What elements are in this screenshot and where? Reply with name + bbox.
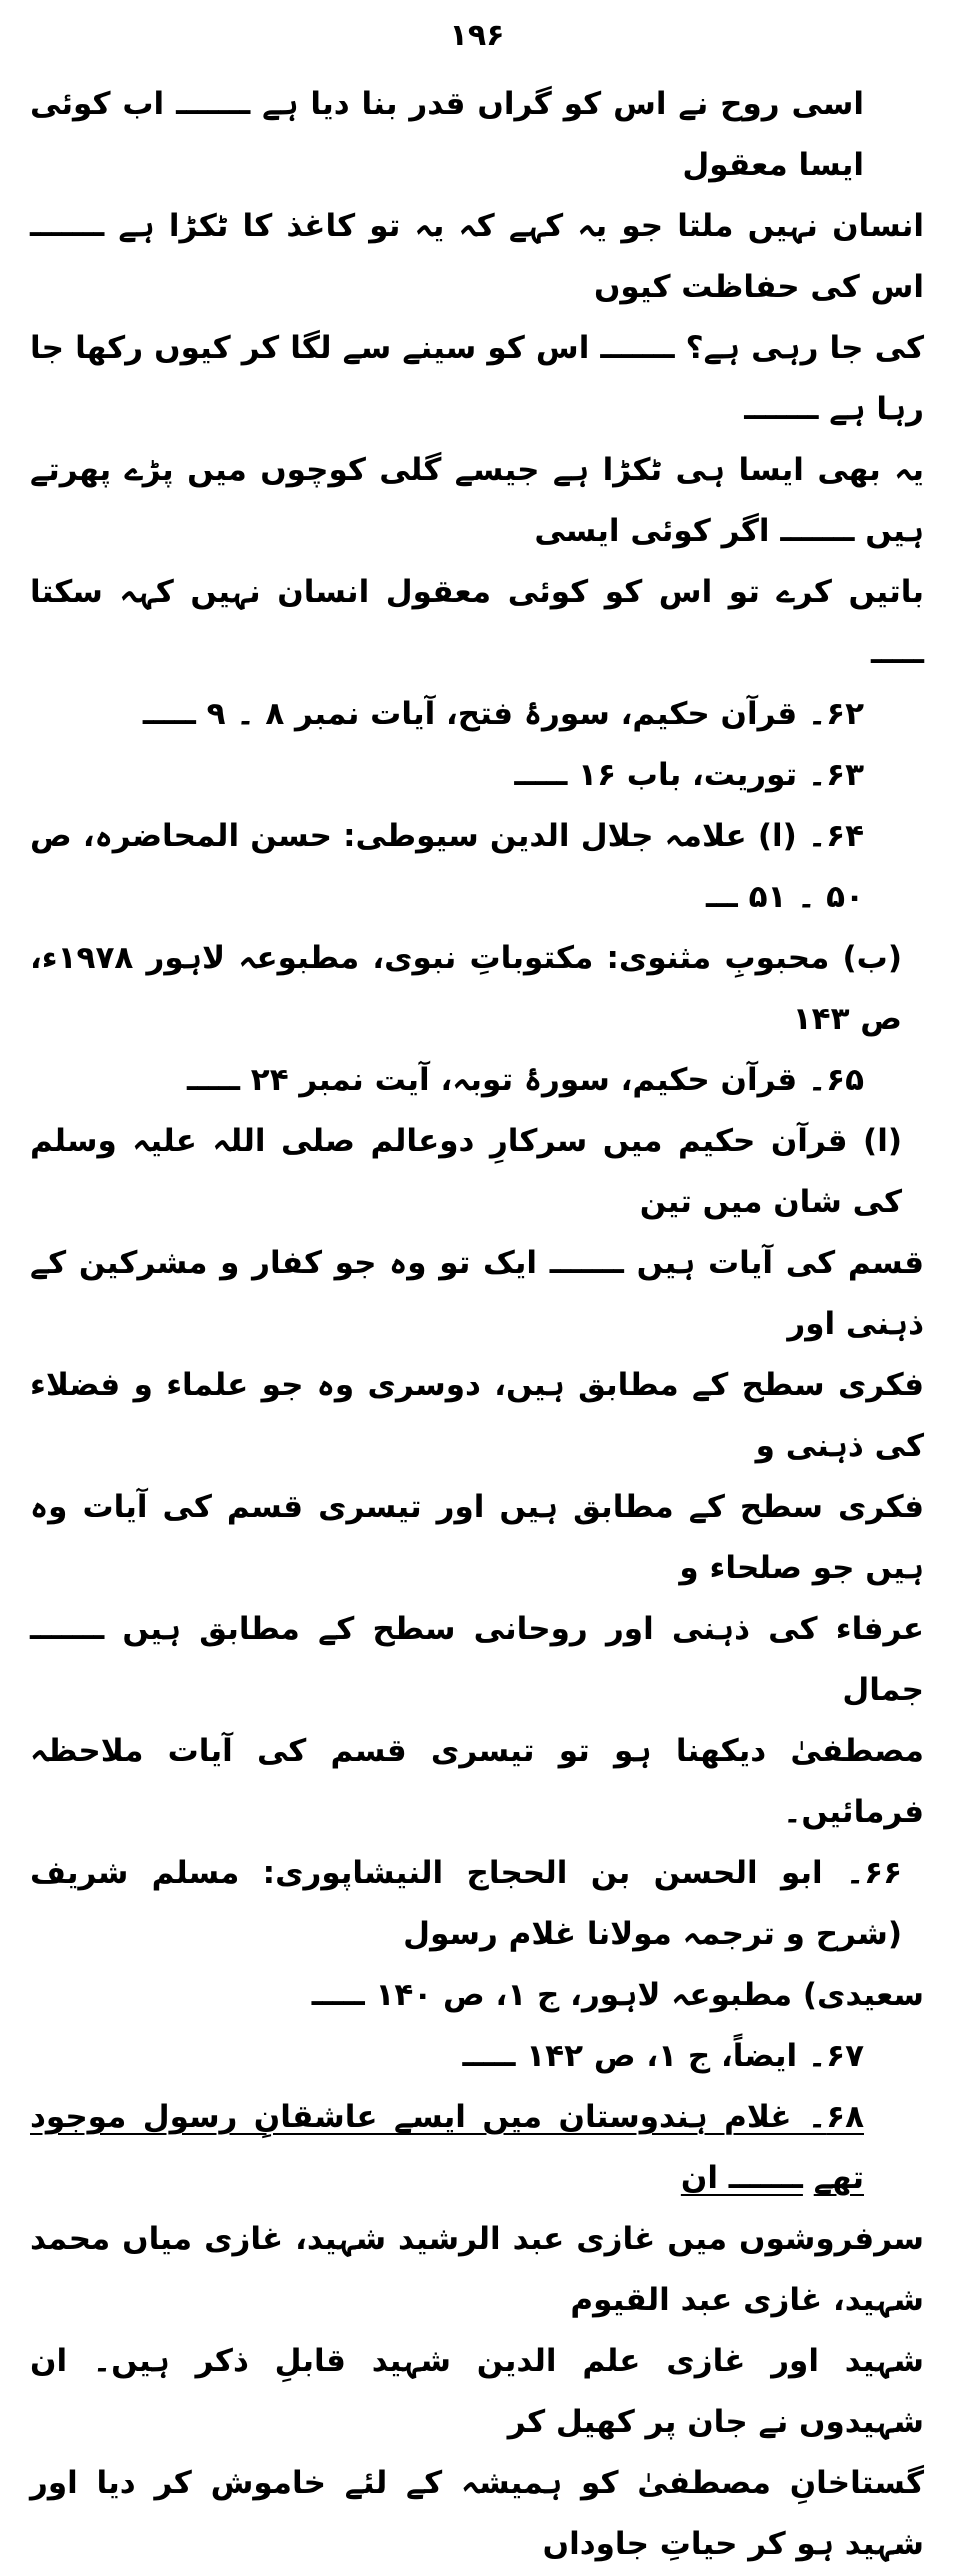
note-66 [30, 1843, 924, 2026]
note-65: ۶۵۔ قرآن حکیم، سورۂ توبہ، آیت نمبر ۲۴ ـــــ [187, 1062, 864, 1098]
note-line: گستاخانِ مصطفیٰ کو ہمیشہ کے لئے خاموش کر دیا اور شہید ہو کر حیاتِ جاوداں [30, 2465, 924, 2562]
note-line: سرفروشوں میں غازی عبد الرشید شہید، غازی میاں محمد شہید، غازی عبد القیوم [30, 2221, 924, 2318]
note-line: (ا) قرآن حکیم میں سرکارِ دوعالم صلی اللہ علیہ وسلم کی شان میں تین [30, 1123, 902, 1220]
page-number: ۱۹۶ [449, 18, 505, 53]
note-68 [30, 2087, 924, 2575]
note-67: ۶۷۔ ایضاً، ج ۱، ص ۱۴۲ ـــــ [462, 2038, 864, 2074]
note-68-lead-tail: ـــــــ ان [680, 2160, 803, 2196]
note-line: ۶۶۔ ابو الحسن بن الحجاج النیشاپوری: مسلم شریف (شرح و ترجمہ مولانا غلام رسول [30, 1855, 902, 1952]
note-line: فکری سطح کے مطابق ہیں، دوسری وہ جو علماء و فضلاء کی ذہنی و [30, 1367, 924, 1464]
paragraph-line: انسان نہیں ملتا جو یہ کہے کہ یہ تو کاغذ کا ٹکڑا ہے ـــــــ اس کی حفاظت کیوں [30, 208, 924, 305]
note-line: قسم کی آیات ہیں ـــــــ ایک تو وہ جو کفار و مشرکین کے ذہنی اور [30, 1245, 924, 1342]
main-paragraph [30, 74, 924, 684]
paragraph-line: یہ بھی ایسا ہی ٹکڑا ہے جیسے گلی کوچوں میں پڑے پھرتے ہیں ـــــــ اگر کوئی ایسی [30, 452, 924, 549]
note-62: ۶۲۔ قرآن حکیم، سورۂ فتح، آیات نمبر ۸ ۔ ۹ ـــــ [142, 696, 864, 732]
note-68-lead-line [30, 2087, 924, 2209]
note-line: سعیدی) مطبوعہ لاہور، ج ۱، ص ۱۴۰ ـــــ [311, 1977, 924, 2013]
note-line: مصطفیٰ دیکھنا ہو تو تیسری قسم کی آیات ملاحظہ فرمائیں۔ [30, 1733, 924, 1830]
note-line: شہید اور غازی علم الدین شہید قابلِ ذکر ہیں۔ ان شہیدوں نے جان پر کھیل کر [30, 2343, 924, 2440]
note-63: ۶۳۔ توریت، باب ۱۶ ـــــ [514, 757, 864, 793]
paragraph-line: اسی روح نے اس کو گراں قدر بنا دیا ہے ـــــــ اب کوئی ایسا معقول [30, 86, 864, 183]
note-65-explanation [30, 1111, 924, 1843]
note-64b: (ب) محبوبِ مثنوی: مکتوباتِ نبوی، مطبوعہ لاہور ۱۹۷۸ء، ص ۱۴۳ [30, 940, 902, 1037]
page-body [30, 74, 924, 2575]
note-64a: ۶۴۔ (ا) علامہ جلال الدین سیوطی: حسن المحاضرہ، ص ۵۰ ۔ ۵۱ ـــ [30, 818, 864, 915]
paragraph-line: کی جا رہی ہے؟ ـــــــ اس کو سینے سے لگا کر کیوں رکھا جا رہا ہے ـــــــ [30, 330, 924, 427]
note-line: فکری سطح کے مطابق ہیں اور تیسری قسم کی آیات وہ ہیں جو صلحاء و [30, 1489, 924, 1586]
note-line: عرفاء کی ذہنی اور روحانی سطح کے مطابق ہیں ـــــــ جمال [30, 1611, 924, 1708]
paragraph-line: باتیں کرے تو اس کو کوئی معقول انسان نہیں کہہ سکتا ـــــ [30, 574, 924, 671]
note-68-lead: ۶۸۔ غلام ہندوستان میں ایسے عاشقانِ رسول موجود تھے [30, 2099, 864, 2196]
